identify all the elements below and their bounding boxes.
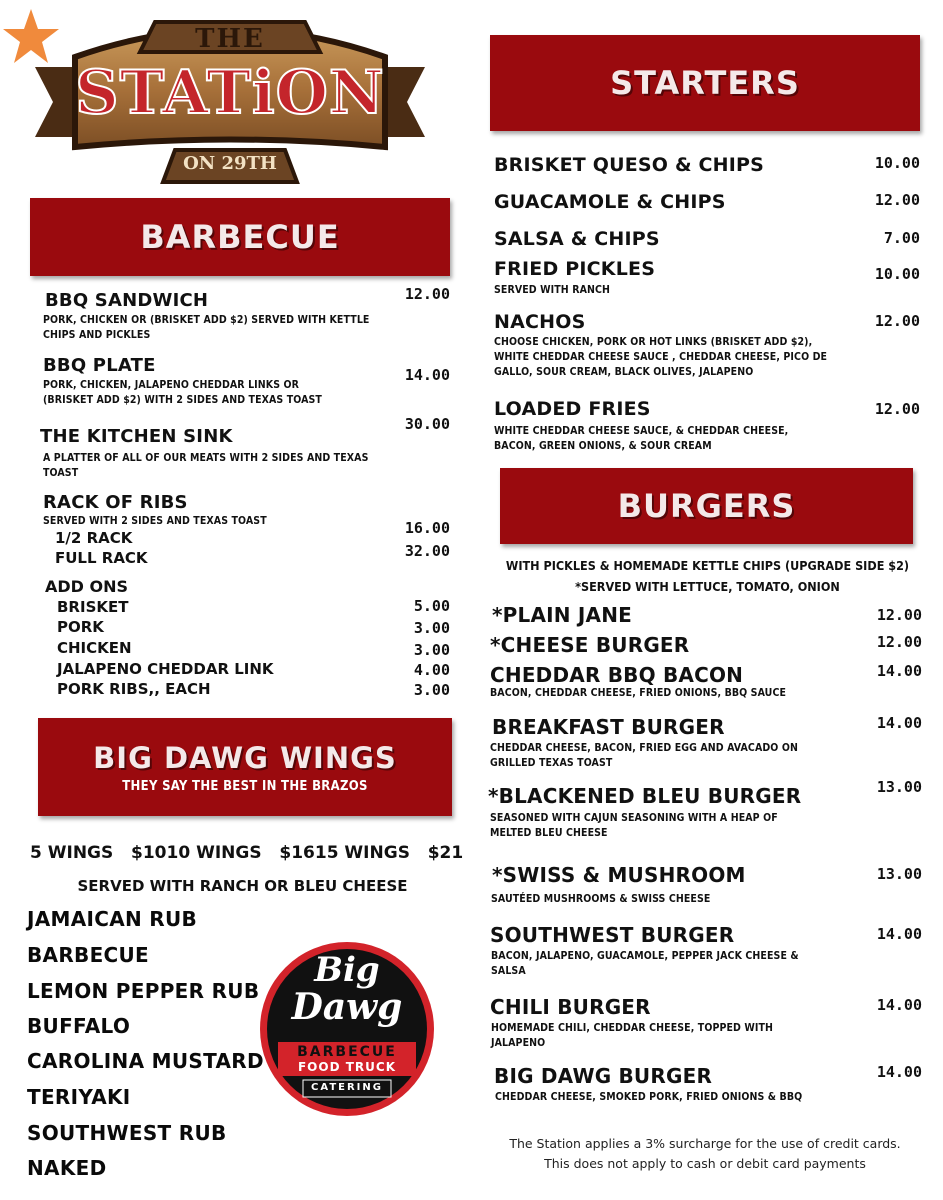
burgers-note: *SERVED WITH LETTUCE, TOMATO, ONION xyxy=(575,579,840,594)
footer-surcharge-note xyxy=(490,1134,920,1174)
menu-item-name: RACK OF RIBS xyxy=(43,492,188,513)
menu-item-name: BREAKFAST BURGER xyxy=(492,715,725,739)
sauce-item: BARBECUE xyxy=(27,943,150,967)
menu-item-desc: PORK, CHICKEN, JALAPENO CHEDDAR LINKS OR (BRISKET ADD $2) WITH 2 SIDES AND TEXAS TOAST xyxy=(43,379,322,406)
addon-name: PORK xyxy=(57,618,104,636)
menu-item-price: 14.00 xyxy=(876,1063,922,1081)
menu-item-name: THE KITCHEN SINK xyxy=(40,426,233,447)
menu-item-price: 14.00 xyxy=(876,714,922,732)
menu-item-name: CHILI BURGER xyxy=(490,995,651,1019)
menu-item-price: 14.00 xyxy=(876,662,922,680)
menu-item-name: *PLAIN JANE xyxy=(492,603,633,627)
menu-item-name: NACHOS xyxy=(494,311,586,333)
barbecue-banner xyxy=(30,198,450,276)
addon-price: 3.00 xyxy=(413,641,450,659)
addon-name: CHICKEN xyxy=(57,639,132,657)
sauce-item: LEMON PEPPER RUB xyxy=(27,979,260,1003)
menu-item-price: 12.00 xyxy=(874,312,920,330)
burgers-note: WITH PICKLES & HOMEMADE KETTLE CHIPS (UPGRADE SIDE $2) xyxy=(505,558,910,573)
menu-item-name: SALSA & CHIPS xyxy=(494,228,660,250)
starters-banner xyxy=(490,35,920,131)
wings-banner xyxy=(38,718,452,816)
menu-item-price: 14.00 xyxy=(876,996,922,1014)
addon-price: 5.00 xyxy=(413,597,450,615)
logo-bottom-text: ON 29TH xyxy=(183,153,277,174)
wings-subtitle: THEY SAY THE BEST IN THE BRAZOS xyxy=(122,778,368,794)
menu-item-price: 10.00 xyxy=(874,265,920,283)
menu-item-name: *CHEESE BURGER xyxy=(490,633,690,657)
menu-item-name: BRISKET QUESO & CHIPS xyxy=(494,154,765,176)
badge-line5: CATERING xyxy=(311,1082,383,1093)
addon-name: BRISKET xyxy=(57,598,129,616)
rib-option-price: 16.00 xyxy=(404,519,450,537)
sauce-item: SOUTHWEST RUB xyxy=(27,1121,227,1145)
menu-item-price: 10.00 xyxy=(874,154,920,172)
menu-item-desc: CHEDDAR CHEESE, BACON, FRIED EGG AND AVACADO ON GRILLED TEXAS TOAST xyxy=(490,742,798,769)
addon-price: 3.00 xyxy=(413,619,450,637)
menu-item-name: FRIED PICKLES xyxy=(494,258,656,280)
starters-title: STARTERS xyxy=(610,64,800,102)
barbecue-title: BARBECUE xyxy=(140,218,340,256)
menu-item-price: 14.00 xyxy=(404,366,450,384)
burgers-title: BURGERS xyxy=(617,487,796,525)
menu-item-name: GUACAMOLE & CHIPS xyxy=(494,191,726,213)
menu-item-name: BIG DAWG BURGER xyxy=(494,1064,713,1088)
sauce-item: TERIYAKI xyxy=(27,1085,131,1109)
menu-item-desc: PORK, CHICKEN OR (BRISKET ADD $2) SERVED WITH KETTLE CHIPS AND PICKLES xyxy=(43,314,370,341)
menu-item-desc: A PLATTER OF ALL OF OUR MEATS WITH 2 SIDES AND TEXAS TOAST xyxy=(43,452,369,479)
menu-item-desc: BACON, CHEDDAR CHEESE, FRIED ONIONS, BBQ SAUCE xyxy=(490,687,787,699)
logo xyxy=(35,12,425,192)
menu-item-name: SOUTHWEST BURGER xyxy=(490,923,735,947)
sauce-item: CAROLINA MUSTARD xyxy=(27,1049,264,1073)
menu-item-price: 7.00 xyxy=(883,229,920,247)
menu-item-price: 13.00 xyxy=(876,778,922,796)
menu-item-desc: BACON, JALAPENO, GUACAMOLE, PEPPER JACK CHEESE & SALSA xyxy=(491,950,799,977)
burgers-banner xyxy=(500,468,913,544)
wings-prices xyxy=(30,843,464,863)
menu-item-price: 12.00 xyxy=(404,285,450,303)
wings-served-note: SERVED WITH RANCH OR BLEU CHEESE xyxy=(77,877,408,895)
badge-line2: Dawg xyxy=(291,986,403,1028)
menu-item-name: LOADED FRIES xyxy=(494,398,651,420)
menu-item-price: 13.00 xyxy=(876,865,922,883)
menu-item-price: 12.00 xyxy=(876,633,922,651)
menu-item-price: 12.00 xyxy=(874,400,920,418)
menu-item-price: 30.00 xyxy=(404,415,450,433)
menu-item-desc: SAUTÉED MUSHROOMS & SWISS CHEESE xyxy=(491,893,711,905)
logo-main-text: STATiON xyxy=(75,58,385,128)
menu-item-desc: CHOOSE CHICKEN, PORK OR HOT LINKS (BRISKET ADD $2), WHITE CHEDDAR CHEESE SAUCE , CHEDDAR CHEESE, PICO DE GALLO, SOUR CREAM, BLACK OLIVES, JALAPENO xyxy=(494,336,828,378)
sauce-item: NAKED xyxy=(27,1156,107,1180)
logo-top-text: THE xyxy=(195,24,265,54)
wings-title: BIG DAWG WINGS xyxy=(93,740,397,775)
menu-item-price: 12.00 xyxy=(874,191,920,209)
menu-item-name: CHEDDAR BBQ BACON xyxy=(490,663,744,687)
footer-line: The Station applies a 3% surcharge for the use of credit cards. xyxy=(509,1136,901,1151)
menu-item-name: *SWISS & MUSHROOM xyxy=(492,863,746,887)
addon-name: PORK RIBS,, EACH xyxy=(57,680,211,698)
rib-option-price: 32.00 xyxy=(404,542,450,560)
menu-item-price: 12.00 xyxy=(876,606,922,624)
sauce-item: JAMAICAN RUB xyxy=(27,907,198,931)
menu-item-price: 14.00 xyxy=(876,925,922,943)
menu-item-name: BBQ PLATE xyxy=(43,355,156,376)
wing-size-item: 5 WINGS $10 xyxy=(30,843,167,863)
menu-item-desc: SERVED WITH RANCH xyxy=(494,284,611,296)
sauce-item: BUFFALO xyxy=(27,1014,131,1038)
menu-item-name: *BLACKENED BLEU BURGER xyxy=(488,784,802,808)
wing-size-item: 15 WINGS $21 xyxy=(314,843,464,863)
addon-price: 4.00 xyxy=(413,661,450,679)
addons-title: ADD ONS xyxy=(45,577,129,596)
addon-price: 3.00 xyxy=(413,681,450,699)
badge-line1: Big xyxy=(314,950,380,990)
badge-line3: BARBECUE xyxy=(297,1044,397,1060)
footer-line: This does not apply to cash or debit card payments xyxy=(544,1156,866,1171)
big-dawg-logo xyxy=(258,940,436,1118)
menu-item-desc: SERVED WITH 2 SIDES AND TEXAS TOAST xyxy=(43,515,267,527)
wing-size-item: 10 WINGS $16 xyxy=(166,843,315,863)
menu-item-desc: CHEDDAR CHEESE, SMOKED PORK, FRIED ONIONS & BBQ xyxy=(495,1091,803,1103)
menu-item-desc: SEASONED WITH CAJUN SEASONING WITH A HEAP OF MELTED BLEU CHEESE xyxy=(490,812,778,839)
rib-option-name: FULL RACK xyxy=(55,549,148,567)
menu-item-name: BBQ SANDWICH xyxy=(45,290,209,311)
menu-item-desc: HOMEMADE CHILI, CHEDDAR CHEESE, TOPPED WITH JALAPENO xyxy=(491,1022,774,1049)
addon-name: JALAPENO CHEDDAR LINK xyxy=(57,660,274,678)
badge-line4: FOOD TRUCK xyxy=(297,1060,396,1074)
menu-item-desc: WHITE CHEDDAR CHEESE SAUCE, & CHEDDAR CHEESE, BACON, GREEN ONIONS, & SOUR CREAM xyxy=(494,425,789,452)
rib-option-name: 1/2 RACK xyxy=(55,529,133,547)
